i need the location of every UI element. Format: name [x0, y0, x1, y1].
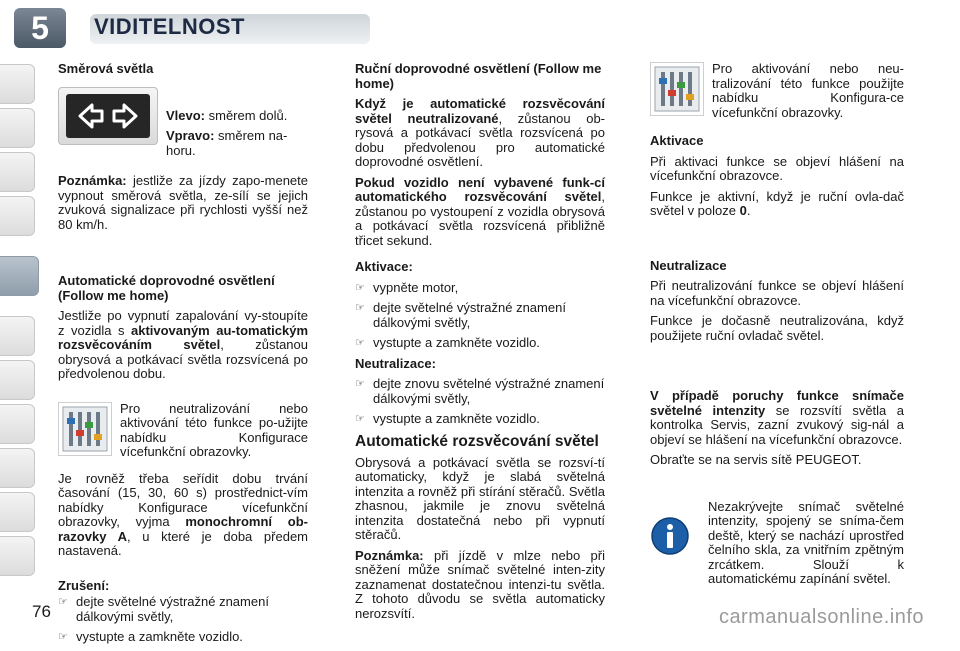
auto-lights-paragraph: Obrysová a potkávací světla se rozsví-tí automaticky, když je slabá světelná intenzita a rovněž při stírání stěračů. Světla zhasnou, jakmile je znovu světelná intenzita dostatečná nebo při vypnutí stěračů.	[355, 454, 605, 542]
chapter-tab[interactable]	[0, 316, 35, 356]
note-paragraph: Poznámka: jestliže za jízdy zapo-menete vypnout směrová světla, ze-sílí se jejich zvuková signalizace při rychlosti vyšší než 80 km/h.	[58, 173, 308, 232]
list-item: ☞ dejte světelné výstražné znamení dálkovými světly,	[355, 300, 566, 330]
list-item: ☞ dejte znovu světelné výstražné znamení dálkovými světly,	[355, 376, 605, 406]
auto-lights-note: Poznámka: při jízdě v mlze nebo při sněžení může snímač světelné inten-zity zaznamenat dostatečnou intenzi-tu světla. Z tohoto důvodu se světla automaticky nerozsvítí.	[355, 547, 605, 621]
menu-config-image	[58, 402, 112, 456]
menu-config-icon	[654, 66, 700, 112]
chapter-number-badge: 5	[14, 8, 66, 48]
follow-me-home-paragraph: Jestliže po vypnutí zapalování vy-stoupíte z vozidla s aktivovaným au-tomatickým rozsvěcováním světel, zůstanou obrysová a potkávací světla rozsvícená po předvolenou dobu.	[58, 308, 308, 381]
activation-heading: Aktivace:	[355, 259, 413, 274]
neutralization-paragraph-1: Při neutralizování funkce se objeví hlášení na vícefunkční obrazovce.	[650, 278, 904, 308]
watermark: carmanualsonline.info	[718, 606, 924, 628]
turn-signal-stalk-image	[58, 87, 158, 145]
menu-config-icon	[62, 406, 108, 452]
section-heading-follow-me-home: Automatické doprovodné osvětlení (Follow me home)	[58, 273, 275, 303]
column-2	[355, 62, 605, 627]
chapter-tab[interactable]	[0, 404, 35, 444]
page-header	[0, 0, 960, 52]
chapter-tab[interactable]	[0, 492, 35, 532]
sensor-warning-text: Nezakrývejte snímač světelné intenzity, spojený se sníma-čem deště, který se nachází uprostřed čelního skla, za vnitřním zpětným zrcátkem. Slouží k automatickému zapínání světel.	[708, 498, 904, 586]
manual-paragraph-1: Když je automatické rozsvěcování světel neutralizované, zůstanou ob-rysová a potkávací světla rozsvícená po dobu předvolenou pro automatické doprovodné osvětlení.	[355, 96, 606, 169]
page-title: VIDITELNOST	[94, 14, 245, 39]
info-icon-wrapper	[650, 500, 700, 587]
neutralization-heading: Neutralizace	[650, 257, 727, 273]
turn-signal-arrows-icon	[76, 101, 140, 131]
activation-heading: Aktivace	[650, 133, 704, 148]
activation-paragraph-1: Při aktivaci funkce se objeví hlášení na vícefunkční obrazovce.	[650, 153, 904, 183]
info-icon	[650, 516, 690, 556]
list-item: ☞ vystupte a zamkněte vozidlo.	[355, 411, 540, 426]
list-item: ☞ dejte světelné výstražné znamení dálkovými světly,	[58, 594, 269, 624]
menu-config-text: Pro neutralizování nebo aktivování této funkce po-užijte nabídku Konfigurace vícefunkční obrazovky.	[120, 400, 308, 459]
cancel-heading: Zrušení:	[58, 577, 110, 593]
chapter-tab[interactable]	[0, 196, 35, 236]
activation-paragraph-2: Funkce je aktivní, když je ruční ovla-dač světel v poloze 0.	[650, 188, 904, 218]
left-signal-text: Vlevo: směrem dolů.	[166, 107, 288, 123]
chapter-tab[interactable]	[0, 448, 35, 488]
neutralization-heading: Neutralizace:	[355, 355, 436, 371]
chapter-tab[interactable]	[0, 360, 35, 400]
section-heading-manual-follow-me-home: Ruční doprovodné osvětlení (Follow me home)	[355, 61, 602, 91]
column-1	[58, 62, 308, 651]
chapter-tab-active[interactable]	[0, 256, 39, 296]
menu-config-image	[650, 62, 704, 116]
list-item: ☞ vystupte a zamkněte vozidlo.	[58, 629, 243, 644]
page-number: 76	[32, 602, 51, 621]
chapter-tab[interactable]	[0, 108, 35, 148]
list-item: ☞ vypněte motor,	[355, 279, 459, 295]
right-signal-text: Vpravo: směrem na-horu.	[166, 128, 288, 158]
chapter-tab[interactable]	[0, 536, 35, 576]
chapter-tab[interactable]	[0, 64, 35, 104]
section-heading-turn-signals: Směrová světla	[58, 61, 154, 76]
service-paragraph: Obraťte se na servis sítě PEUGEOT.	[650, 452, 862, 467]
chapter-tabs	[0, 0, 44, 640]
fault-paragraph: V případě poruchy funkce snímače světelné intenzity se rozsvítí světla a kontrolka Servis, zazní zvukový sig-nál a objeví se hlášení na vícefunkční obrazovce.	[650, 388, 904, 447]
section-heading-auto-lights: Automatické rozsvěcování světel	[355, 432, 599, 450]
list-item: ☞ vystupte a zamkněte vozidlo.	[355, 335, 540, 350]
menu-config-text: Pro aktivování nebo neu-tralizování této funkce použijte nabídku Konfigura-ce vícefunkční obrazovky.	[712, 61, 904, 120]
neutralization-paragraph-2: Funkce je dočasně neutralizována, když použijete ruční ovladač světel.	[650, 313, 904, 343]
chapter-tab[interactable]	[0, 152, 35, 192]
timing-paragraph: Je rovněž třeba seřídit dobu trvání časování (15, 30, 60 s) prostřednict-vím nabídky Konfigurace vícefunkční obrazovky, vyjma monochromní ob-razovky A, u které je doba předem nastavená.	[58, 470, 309, 558]
manual-paragraph-2: Pokud vozidlo není vybavené funk-cí automatického rozsvěcování světel, zůstanou po vystoupení z vozidla obrysová a potkávací světla rozsvícená přibližně třicet sekund.	[355, 174, 605, 248]
column-3	[650, 62, 904, 587]
